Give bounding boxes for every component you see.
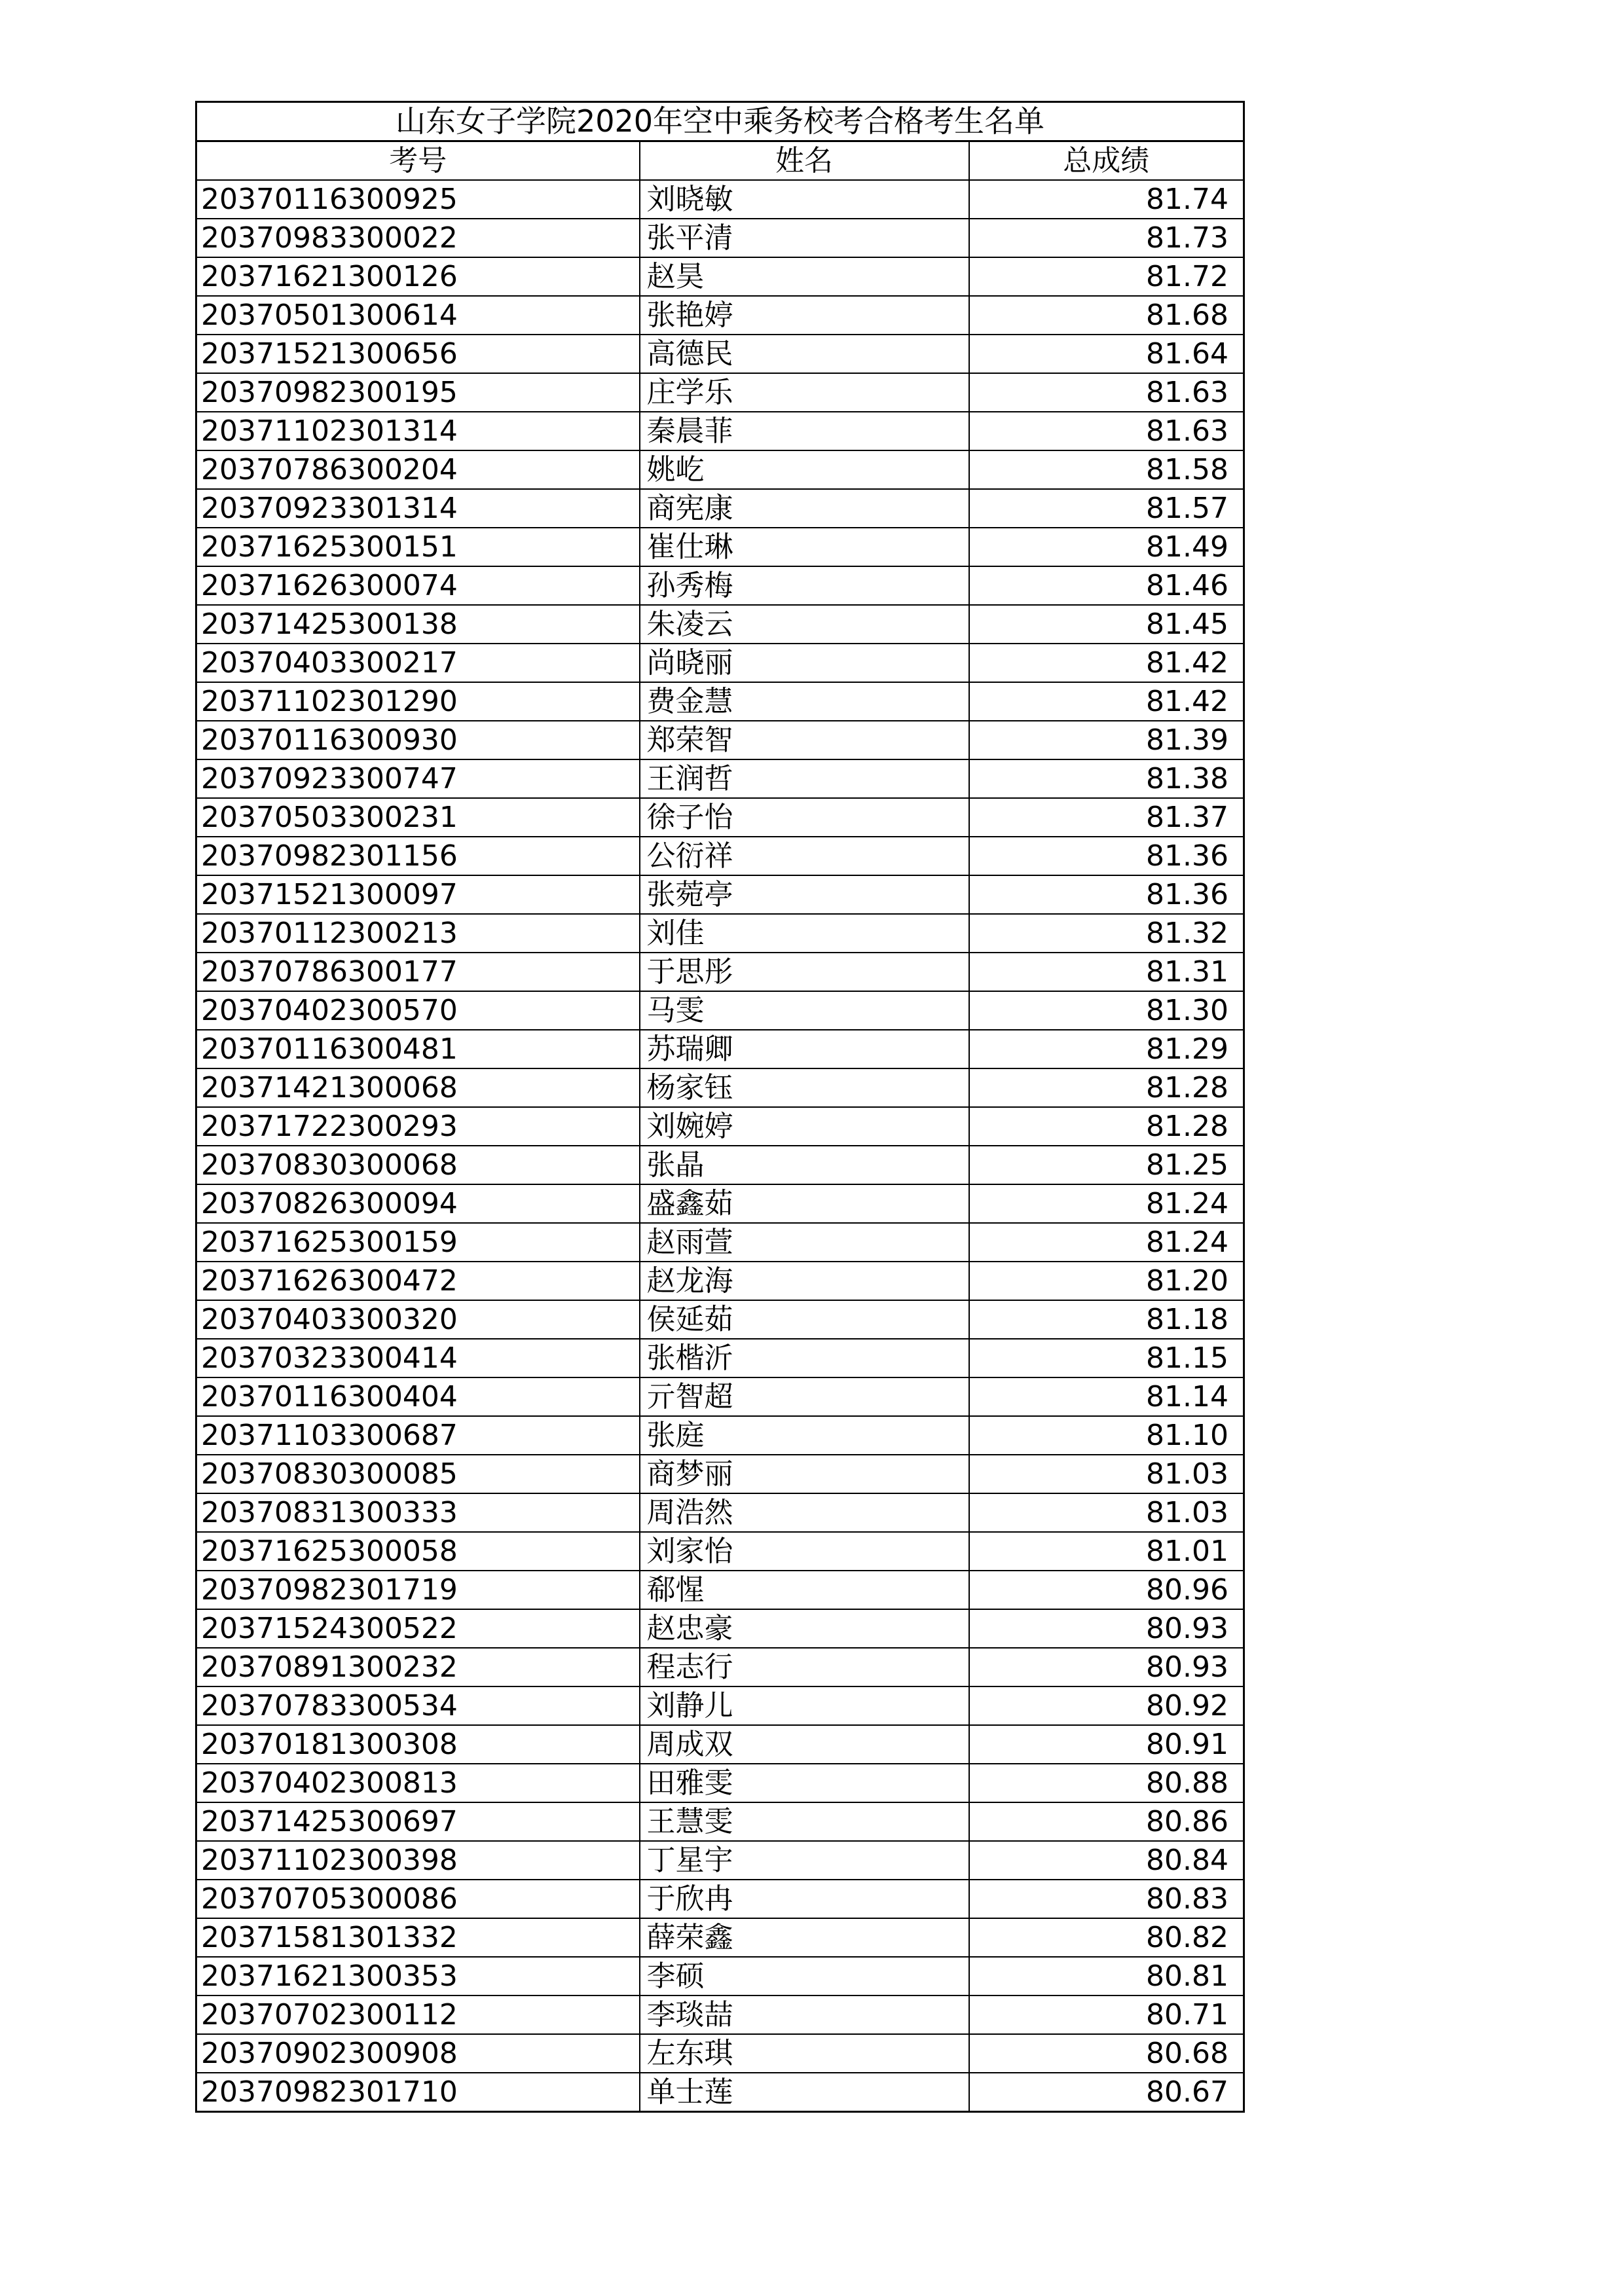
total-score-cell: 81.64 — [969, 335, 1244, 373]
header-total-score: 总成绩 — [969, 141, 1244, 181]
table-row — [196, 1339, 1244, 1377]
total-score-cell: 81.03 — [969, 1493, 1244, 1532]
table-row — [196, 257, 1244, 296]
exam-number-cell: 20370902300908 — [196, 2034, 640, 2073]
total-score-cell: 80.83 — [969, 1880, 1244, 1918]
table-row — [196, 1223, 1244, 1262]
candidate-name-cell: 杨家钰 — [640, 1068, 969, 1107]
candidate-name-cell: 薛荣鑫 — [640, 1918, 969, 1957]
candidate-name-cell: 马雯 — [640, 991, 969, 1030]
total-score-cell: 80.93 — [969, 1609, 1244, 1648]
table-row — [196, 219, 1244, 257]
exam-number-cell: 20370783300534 — [196, 1686, 640, 1725]
total-score-cell: 81.63 — [969, 373, 1244, 412]
total-score-cell: 81.15 — [969, 1339, 1244, 1377]
total-score-cell: 81.58 — [969, 450, 1244, 489]
candidate-name-cell: 王慧雯 — [640, 1802, 969, 1841]
header-exam-no: 考号 — [196, 141, 640, 181]
candidate-name-cell: 刘家怡 — [640, 1532, 969, 1571]
candidate-name-cell: 李硕 — [640, 1957, 969, 1995]
table-row — [196, 1686, 1244, 1725]
candidate-name-cell: 盛鑫茹 — [640, 1184, 969, 1223]
total-score-cell: 81.36 — [969, 875, 1244, 914]
table-row — [196, 1262, 1244, 1300]
candidate-name-cell: 商梦丽 — [640, 1455, 969, 1493]
exam-number-cell: 20371625300159 — [196, 1223, 640, 1262]
candidate-name-cell: 商宪康 — [640, 489, 969, 528]
exam-number-cell: 20370181300308 — [196, 1725, 640, 1764]
exam-number-cell: 20370503300231 — [196, 798, 640, 837]
header-row — [196, 141, 1244, 181]
total-score-cell: 80.96 — [969, 1571, 1244, 1609]
table-row — [196, 1146, 1244, 1184]
total-score-cell: 80.71 — [969, 1995, 1244, 2034]
total-score-cell: 80.68 — [969, 2034, 1244, 2073]
table-row — [196, 682, 1244, 721]
exam-number-cell: 20370403300320 — [196, 1300, 640, 1339]
candidate-name-cell: 刘佳 — [640, 914, 969, 953]
candidate-name-cell: 张平清 — [640, 219, 969, 257]
candidate-name-cell: 公衍祥 — [640, 837, 969, 875]
table-row — [196, 2034, 1244, 2073]
table-row — [196, 644, 1244, 682]
table-row — [196, 837, 1244, 875]
table-row — [196, 296, 1244, 335]
exam-number-cell: 20371625300058 — [196, 1532, 640, 1571]
exam-number-cell: 20371626300472 — [196, 1262, 640, 1300]
exam-number-cell: 20370112300213 — [196, 914, 640, 953]
total-score-cell: 81.46 — [969, 566, 1244, 605]
exam-number-cell: 20371581301332 — [196, 1918, 640, 1957]
exam-number-cell: 20371425300138 — [196, 605, 640, 644]
candidate-name-cell: 田雅雯 — [640, 1764, 969, 1802]
exam-number-cell: 20370116300930 — [196, 721, 640, 759]
candidate-name-cell: 张庭 — [640, 1416, 969, 1455]
total-score-cell: 81.28 — [969, 1068, 1244, 1107]
table-row — [196, 1532, 1244, 1571]
table-row — [196, 180, 1244, 219]
total-score-cell: 80.81 — [969, 1957, 1244, 1995]
exam-number-cell: 20370923301314 — [196, 489, 640, 528]
exam-number-cell: 20370826300094 — [196, 1184, 640, 1223]
total-score-cell: 81.18 — [969, 1300, 1244, 1339]
table-row — [196, 1184, 1244, 1223]
candidate-name-cell: 张晶 — [640, 1146, 969, 1184]
exam-number-cell: 20371625300151 — [196, 528, 640, 566]
table-row — [196, 1571, 1244, 1609]
total-score-cell: 80.84 — [969, 1841, 1244, 1880]
exam-number-cell: 20370501300614 — [196, 296, 640, 335]
total-score-cell: 81.38 — [969, 759, 1244, 798]
candidate-name-cell: 王润哲 — [640, 759, 969, 798]
table-row — [196, 1455, 1244, 1493]
total-score-cell: 81.31 — [969, 953, 1244, 991]
total-score-cell: 80.93 — [969, 1648, 1244, 1686]
total-score-cell: 81.01 — [969, 1532, 1244, 1571]
table-row — [196, 489, 1244, 528]
candidate-name-cell: 高德民 — [640, 335, 969, 373]
table-title: 山东女子学院2020年空中乘务校考合格考生名单 — [196, 102, 1244, 141]
table-row — [196, 450, 1244, 489]
candidate-name-cell: 朱凌云 — [640, 605, 969, 644]
exam-number-cell: 20370116300404 — [196, 1377, 640, 1416]
total-score-cell: 81.25 — [969, 1146, 1244, 1184]
total-score-cell: 81.74 — [969, 180, 1244, 219]
total-score-cell: 81.32 — [969, 914, 1244, 953]
candidate-name-cell: 赵昊 — [640, 257, 969, 296]
header-name: 姓名 — [640, 141, 969, 181]
exam-number-cell: 20371421300068 — [196, 1068, 640, 1107]
candidate-name-cell: 李琰喆 — [640, 1995, 969, 2034]
total-score-cell: 81.57 — [969, 489, 1244, 528]
exam-number-cell: 20370403300217 — [196, 644, 640, 682]
results-sheet — [195, 101, 1243, 2113]
total-score-cell: 80.67 — [969, 2073, 1244, 2112]
total-score-cell: 81.42 — [969, 682, 1244, 721]
table-row — [196, 1609, 1244, 1648]
candidate-name-cell: 费金慧 — [640, 682, 969, 721]
table-row — [196, 1300, 1244, 1339]
table-row — [196, 2073, 1244, 2112]
total-score-cell: 81.45 — [969, 605, 1244, 644]
exam-number-cell: 20370830300085 — [196, 1455, 640, 1493]
table-row — [196, 759, 1244, 798]
results-table — [195, 101, 1245, 2113]
table-row — [196, 1377, 1244, 1416]
table-row — [196, 991, 1244, 1030]
total-score-cell: 81.28 — [969, 1107, 1244, 1146]
total-score-cell: 81.49 — [969, 528, 1244, 566]
exam-number-cell: 20370402300813 — [196, 1764, 640, 1802]
exam-number-cell: 20370116300925 — [196, 180, 640, 219]
table-row — [196, 1995, 1244, 2034]
candidate-name-cell: 郗惺 — [640, 1571, 969, 1609]
candidate-name-cell: 张楷沂 — [640, 1339, 969, 1377]
candidate-name-cell: 秦晨菲 — [640, 412, 969, 450]
table-row — [196, 1918, 1244, 1957]
exam-number-cell: 20371722300293 — [196, 1107, 640, 1146]
candidate-name-cell: 孙秀梅 — [640, 566, 969, 605]
exam-number-cell: 20370982301156 — [196, 837, 640, 875]
exam-number-cell: 20370830300068 — [196, 1146, 640, 1184]
total-score-cell: 81.73 — [969, 219, 1244, 257]
candidate-name-cell: 徐子怡 — [640, 798, 969, 837]
exam-number-cell: 20370982301710 — [196, 2073, 640, 2112]
table-row — [196, 412, 1244, 450]
table-row — [196, 1030, 1244, 1068]
table-row — [196, 798, 1244, 837]
candidate-name-cell: 刘婉婷 — [640, 1107, 969, 1146]
table-row — [196, 605, 1244, 644]
candidate-name-cell: 庄学乐 — [640, 373, 969, 412]
exam-number-cell: 20370983300022 — [196, 219, 640, 257]
exam-number-cell: 20371521300097 — [196, 875, 640, 914]
table-row — [196, 1841, 1244, 1880]
exam-number-cell: 20370982301719 — [196, 1571, 640, 1609]
table-row — [196, 1068, 1244, 1107]
candidate-name-cell: 郑荣智 — [640, 721, 969, 759]
total-score-cell: 81.36 — [969, 837, 1244, 875]
table-row — [196, 373, 1244, 412]
exam-number-cell: 20370786300177 — [196, 953, 640, 991]
exam-number-cell: 20371102301290 — [196, 682, 640, 721]
candidate-name-cell: 于思彤 — [640, 953, 969, 991]
candidate-name-cell: 刘静儿 — [640, 1686, 969, 1725]
table-row — [196, 1764, 1244, 1802]
candidate-name-cell: 尚晓丽 — [640, 644, 969, 682]
exam-number-cell: 20370402300570 — [196, 991, 640, 1030]
title-row — [196, 102, 1244, 141]
table-row — [196, 1880, 1244, 1918]
exam-number-cell: 20371621300126 — [196, 257, 640, 296]
exam-number-cell: 20370982300195 — [196, 373, 640, 412]
candidate-name-cell: 侯延茹 — [640, 1300, 969, 1339]
table-row — [196, 528, 1244, 566]
total-score-cell: 81.42 — [969, 644, 1244, 682]
exam-number-cell: 20370786300204 — [196, 450, 640, 489]
candidate-name-cell: 崔仕琳 — [640, 528, 969, 566]
exam-number-cell: 20371102301314 — [196, 412, 640, 450]
total-score-cell: 81.10 — [969, 1416, 1244, 1455]
total-score-cell: 81.20 — [969, 1262, 1244, 1300]
total-score-cell: 80.92 — [969, 1686, 1244, 1725]
exam-number-cell: 20371425300697 — [196, 1802, 640, 1841]
total-score-cell: 81.63 — [969, 412, 1244, 450]
total-score-cell: 81.30 — [969, 991, 1244, 1030]
candidate-name-cell: 姚屹 — [640, 450, 969, 489]
exam-number-cell: 20370705300086 — [196, 1880, 640, 1918]
table-row — [196, 1107, 1244, 1146]
exam-number-cell: 20370891300232 — [196, 1648, 640, 1686]
exam-number-cell: 20370323300414 — [196, 1339, 640, 1377]
candidate-name-cell: 周成双 — [640, 1725, 969, 1764]
exam-number-cell: 20371102300398 — [196, 1841, 640, 1880]
total-score-cell: 81.37 — [969, 798, 1244, 837]
candidate-name-cell: 赵龙海 — [640, 1262, 969, 1300]
candidate-name-cell: 张艳婷 — [640, 296, 969, 335]
total-score-cell: 80.86 — [969, 1802, 1244, 1841]
table-row — [196, 914, 1244, 953]
total-score-cell: 81.68 — [969, 296, 1244, 335]
exam-number-cell: 20371621300353 — [196, 1957, 640, 1995]
table-row — [196, 1416, 1244, 1455]
candidate-name-cell: 程志行 — [640, 1648, 969, 1686]
exam-number-cell: 20371521300656 — [196, 335, 640, 373]
table-row — [196, 1957, 1244, 1995]
exam-number-cell: 20370923300747 — [196, 759, 640, 798]
exam-number-cell: 20371103300687 — [196, 1416, 640, 1455]
candidate-name-cell: 左东琪 — [640, 2034, 969, 2073]
total-score-cell: 81.72 — [969, 257, 1244, 296]
table-row — [196, 1725, 1244, 1764]
total-score-cell: 81.29 — [969, 1030, 1244, 1068]
total-score-cell: 81.03 — [969, 1455, 1244, 1493]
total-score-cell: 81.24 — [969, 1223, 1244, 1262]
candidate-name-cell: 亓智超 — [640, 1377, 969, 1416]
total-score-cell: 81.14 — [969, 1377, 1244, 1416]
exam-number-cell: 20370702300112 — [196, 1995, 640, 2034]
table-row — [196, 566, 1244, 605]
candidate-name-cell: 赵忠豪 — [640, 1609, 969, 1648]
candidate-name-cell: 张菀亭 — [640, 875, 969, 914]
table-row — [196, 1648, 1244, 1686]
candidate-name-cell: 刘晓敏 — [640, 180, 969, 219]
total-score-cell: 81.24 — [969, 1184, 1244, 1223]
table-row — [196, 721, 1244, 759]
total-score-cell: 80.91 — [969, 1725, 1244, 1764]
candidate-name-cell: 单士莲 — [640, 2073, 969, 2112]
candidate-name-cell: 赵雨萱 — [640, 1223, 969, 1262]
candidate-name-cell: 周浩然 — [640, 1493, 969, 1532]
total-score-cell: 80.82 — [969, 1918, 1244, 1957]
exam-number-cell: 20371524300522 — [196, 1609, 640, 1648]
exam-number-cell: 20370831300333 — [196, 1493, 640, 1532]
total-score-cell: 81.39 — [969, 721, 1244, 759]
candidate-name-cell: 于欣冉 — [640, 1880, 969, 1918]
exam-number-cell: 20371626300074 — [196, 566, 640, 605]
total-score-cell: 80.88 — [969, 1764, 1244, 1802]
candidate-name-cell: 丁星宇 — [640, 1841, 969, 1880]
exam-number-cell: 20370116300481 — [196, 1030, 640, 1068]
table-body — [196, 180, 1244, 2112]
table-row — [196, 1802, 1244, 1841]
table-row — [196, 335, 1244, 373]
candidate-name-cell: 苏瑞卿 — [640, 1030, 969, 1068]
table-row — [196, 1493, 1244, 1532]
table-row — [196, 953, 1244, 991]
table-row — [196, 875, 1244, 914]
